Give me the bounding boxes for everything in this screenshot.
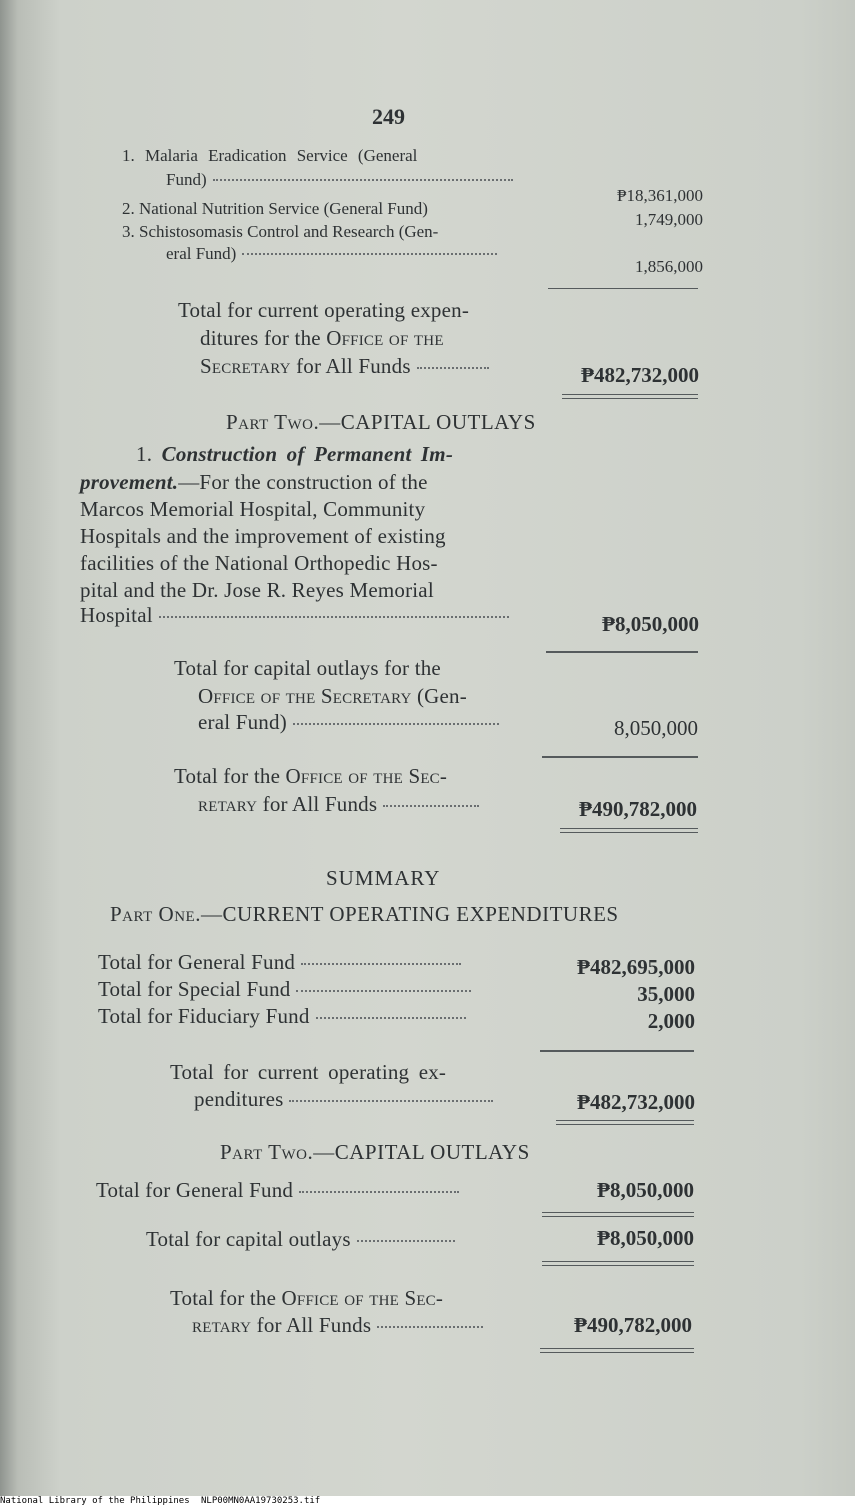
construction-amount: ₱8,050,000 (602, 612, 699, 636)
item-malaria-fund: Fund) (166, 170, 207, 189)
summary-row-special (98, 977, 471, 1002)
text: Total for General Fund (96, 1178, 294, 1202)
summary-row-special-amount: 35,000 (637, 982, 695, 1006)
item-malaria-line1: 1. Malaria Eradication Service (General (122, 146, 418, 165)
leader-dots (242, 253, 497, 255)
item-title: Construction of Permanent Im- (161, 442, 454, 466)
summary-row-general-amount: ₱482,695,000 (577, 955, 695, 979)
total-office-all-amount: ₱490,782,000 (579, 797, 697, 821)
summary-capital-total (146, 1227, 455, 1252)
text: Total for capital outlays (146, 1227, 351, 1251)
double-rule (540, 1348, 694, 1353)
text: (Gen- (411, 684, 467, 708)
summary-row-general (98, 950, 461, 975)
leader-dots (289, 1100, 493, 1102)
total-current-office-line2 (200, 326, 444, 351)
retary: retary (198, 792, 258, 816)
capital-outlays-label: .—CAPITAL OUTLAYS (313, 410, 536, 434)
subtotal-rule (546, 651, 698, 653)
part-two-heading (226, 410, 536, 435)
double-rule (556, 1120, 694, 1125)
item-malaria-line2 (166, 170, 513, 190)
office-of-the-sec: Office of the Sec- (281, 1286, 444, 1310)
leader-dots (357, 1240, 455, 1242)
double-rule (542, 1212, 694, 1217)
item-schisto-fund: eral Fund) (166, 244, 237, 263)
text: Total for Special Fund (98, 977, 291, 1001)
construction-line2 (80, 470, 428, 495)
leader-dots (159, 616, 509, 618)
text: eral Fund) (198, 710, 287, 734)
item-schisto-amount: 1,856,000 (635, 257, 703, 276)
office-of-the-sec: Office of the Sec- (285, 764, 448, 788)
leader-dots (213, 179, 513, 181)
text: Total for Fiduciary Fund (98, 1004, 310, 1028)
text: Total for the (174, 764, 286, 788)
total-current-office-line3 (200, 354, 489, 379)
leader-dots (293, 723, 499, 725)
total-office-all-line2 (198, 792, 479, 817)
text: Total for General Fund (98, 950, 296, 974)
subtotal-rule (542, 756, 698, 758)
summary-total-current-line1: Total for current operating ex- (170, 1060, 447, 1084)
summary-grand-total-amount: ₱490,782,000 (574, 1313, 692, 1337)
text: Hospital (80, 603, 153, 627)
text: ditures for the (200, 326, 327, 350)
part-one-label: Part One (110, 902, 196, 926)
text: penditures (194, 1087, 284, 1111)
double-rule (562, 394, 698, 399)
summary-total-current-line2 (194, 1087, 493, 1112)
office-of-the: Office of the (326, 326, 444, 350)
item-title-cont: provement. (80, 470, 179, 494)
summary-part-one-heading (110, 902, 619, 927)
summary-heading: SUMMARY (326, 866, 441, 890)
capital-outlays-label: .—CAPITAL OUTLAYS (307, 1140, 530, 1164)
summary-total-current-amount: ₱482,732,000 (577, 1090, 695, 1114)
summary-capital-total-amount: ₱8,050,000 (597, 1226, 694, 1250)
part-two-label: Part Two (226, 410, 314, 434)
leader-dots (301, 963, 461, 965)
construction-line1 (136, 442, 453, 467)
text: for All Funds (290, 354, 411, 378)
leader-dots (377, 1326, 483, 1328)
leader-dots (299, 1191, 459, 1193)
total-capital-office-line1: Total for capital outlays for the (174, 656, 441, 680)
item-schisto-line1: 3. Schistosomasis Control and Research (Gen- (122, 222, 439, 241)
leader-dots (383, 805, 479, 807)
text: for All Funds (257, 792, 378, 816)
construction-line4: Hospitals and the improvement of existing (80, 524, 446, 548)
leader-dots (417, 367, 489, 369)
total-capital-office-line3 (198, 710, 499, 735)
item-nutrition-amount: 1,749,000 (635, 210, 703, 229)
secretary: Secretary (200, 354, 291, 378)
footer-library: National Library of the Philippines (0, 1496, 190, 1506)
construction-line6: pital and the Dr. Jose R. Reyes Memorial (80, 578, 434, 602)
double-rule (560, 828, 698, 833)
total-current-office-line1: Total for current operating expen- (178, 298, 470, 322)
total-capital-office-line2 (198, 684, 467, 709)
summary-grand-total-line1 (170, 1286, 443, 1311)
office-of-the-secretary: Office of the Secretary (198, 684, 412, 708)
total-current-office-amount: ₱482,732,000 (581, 363, 699, 387)
summary-general-fund-amount: ₱8,050,000 (597, 1178, 694, 1202)
double-rule (542, 1261, 694, 1266)
retary: retary (192, 1313, 252, 1337)
summary-grand-total-line2 (192, 1313, 483, 1338)
item-number: 1. (136, 442, 153, 466)
text: Total for the (170, 1286, 282, 1310)
summary-part-two-heading (220, 1140, 530, 1165)
subtotal-rule (540, 1050, 694, 1052)
summary-row-fiduciary-amount: 2,000 (647, 1009, 695, 1033)
leader-dots (296, 990, 471, 992)
current-operating-label: .—CURRENT OPERATING EXPENDITURES (195, 902, 619, 926)
text: —For the construction of the (178, 470, 428, 494)
text: for All Funds (251, 1313, 372, 1337)
part-two-label: Part Two (220, 1140, 308, 1164)
footer-filename: NLP00MN0AA19730253.tif (201, 1496, 321, 1506)
item-nutrition-line1: 2. National Nutrition Service (General Fund) (122, 199, 428, 218)
summary-general-fund (96, 1178, 459, 1203)
leader-dots (316, 1017, 466, 1019)
total-capital-office-amount: 8,050,000 (614, 716, 698, 740)
scan-footer (0, 1496, 855, 1508)
summary-row-fiduciary (98, 1004, 466, 1029)
subtotal-rule (548, 288, 698, 289)
construction-line7 (80, 603, 509, 628)
item-schisto-line2 (166, 244, 497, 264)
item-malaria-amount: ₱18,361,000 (617, 186, 703, 205)
total-office-all-line1 (174, 764, 447, 789)
construction-line5: facilities of the National Orthopedic Hos- (80, 551, 438, 575)
construction-line3: Marcos Memorial Hospital, Community (80, 497, 426, 521)
page-number: 249 (372, 104, 405, 129)
